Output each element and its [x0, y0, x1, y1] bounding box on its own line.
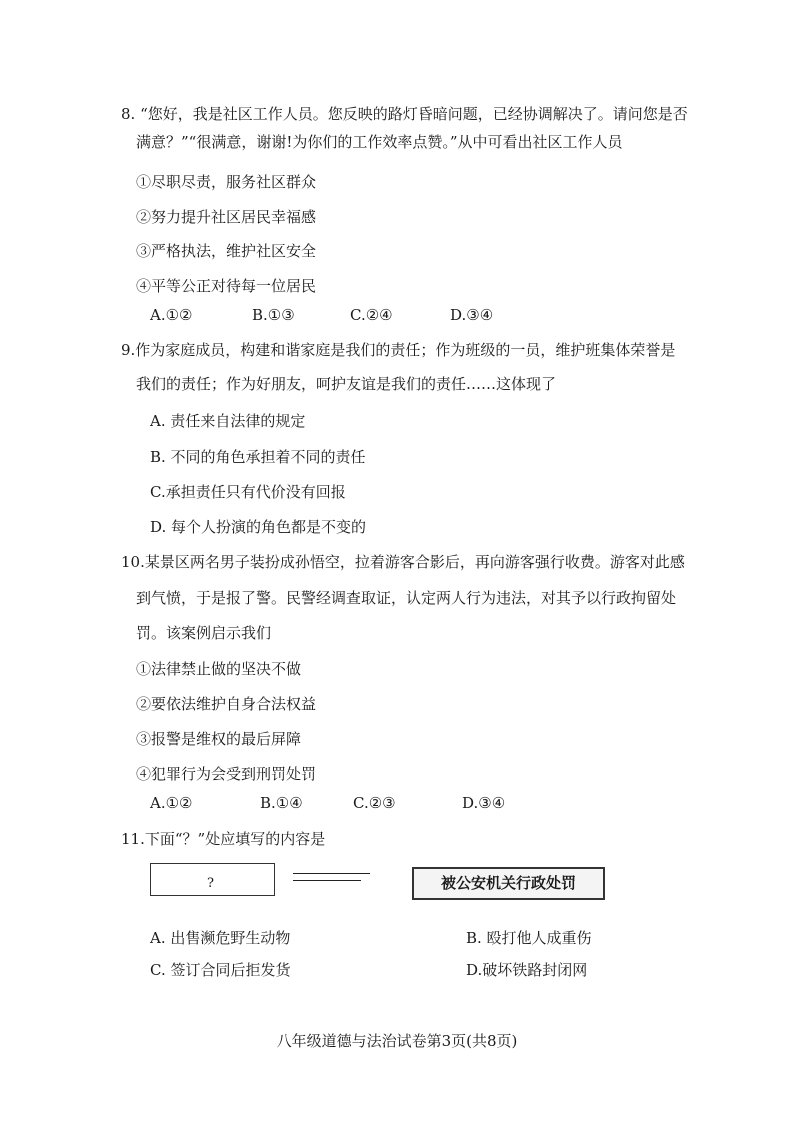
q11-equals-line-top: [293, 873, 370, 874]
q8-option-a: A.①②: [150, 306, 193, 324]
q11-option-d: D.破坏铁路封闭网: [466, 961, 588, 979]
q10-option-a: A.①②: [150, 794, 193, 812]
q8-option-b: B.①③: [252, 306, 295, 324]
q11-option-a: A. 出售濒危野生动物: [150, 929, 291, 947]
q8-option-c: C.②④: [350, 306, 393, 324]
q11-question-mark: ?: [207, 876, 214, 891]
q10-stem-line3: 罚。该案例启示我们: [136, 624, 272, 642]
q11-option-b: B. 殴打他人成重伤: [466, 929, 592, 947]
q11-result-box: 被公安机关行政处罚: [412, 867, 605, 900]
q8-item-1: ①尽职尽责，服务社区群众: [136, 173, 317, 191]
q9-option-d: D. 每个人扮演的角色都是不变的: [150, 518, 367, 536]
q8-stem-line1: 8. “您好，我是社区工作人员。您反映的路灯昏暗问题，已经协调解决了。请问您是否: [121, 105, 688, 123]
q11-stem: 11.下面“？”处应填写的内容是: [121, 830, 326, 848]
q10-item-3: ③报警是维权的最后屏障: [136, 730, 302, 748]
q11-blank-box: [150, 863, 275, 896]
q8-option-d: D.③④: [450, 306, 494, 324]
q9-stem-line2: 我们的责任；作为好朋友，呵护友谊是我们的责任……这体现了: [136, 375, 557, 393]
q9-stem-line1: 9.作为家庭成员，构建和谐家庭是我们的责任；作为班级的一员，维护班集体荣誉是: [121, 341, 676, 359]
q10-option-d: D.③④: [462, 794, 506, 812]
q9-option-c: C.承担责任只有代价没有回报: [150, 483, 346, 501]
q8-stem-line2: 满意？”“很满意，谢谢!为你们的工作效率点赞。”从中可看出社区工作人员: [136, 133, 623, 151]
q8-item-3: ③严格执法，维护社区安全: [136, 242, 317, 260]
q9-option-b: B. 不同的角色承担着不同的责任: [150, 448, 366, 466]
q10-stem-line1: 10.某景区两名男子装扮成孙悟空，拉着游客合影后，再向游客强行收费。游客对此感: [121, 553, 685, 571]
q10-item-4: ④犯罪行为会受到刑罚处罚: [136, 765, 317, 783]
q10-item-2: ②要依法维护自身合法权益: [136, 695, 317, 713]
q10-option-b: B.①④: [260, 794, 303, 812]
q10-item-1: ①法律禁止做的坚决不做: [136, 660, 302, 678]
page-footer: 八年级道德与法治试卷第3页(共8页): [276, 1032, 518, 1050]
q10-option-c: C.②③: [353, 794, 396, 812]
q11-option-c: C. 签订合同后拒发货: [150, 961, 291, 979]
q9-option-a: A. 责任来自法律的规定: [150, 412, 306, 430]
q10-stem-line2: 到气愤，于是报了警。民警经调查取证，认定两人行为违法，对其予以行政拘留处: [136, 589, 677, 607]
q8-item-4: ④平等公正对待每一位居民: [136, 277, 317, 295]
q8-item-2: ②努力提升社区居民幸福感: [136, 208, 317, 226]
q11-equals-line-bottom: [293, 880, 361, 881]
